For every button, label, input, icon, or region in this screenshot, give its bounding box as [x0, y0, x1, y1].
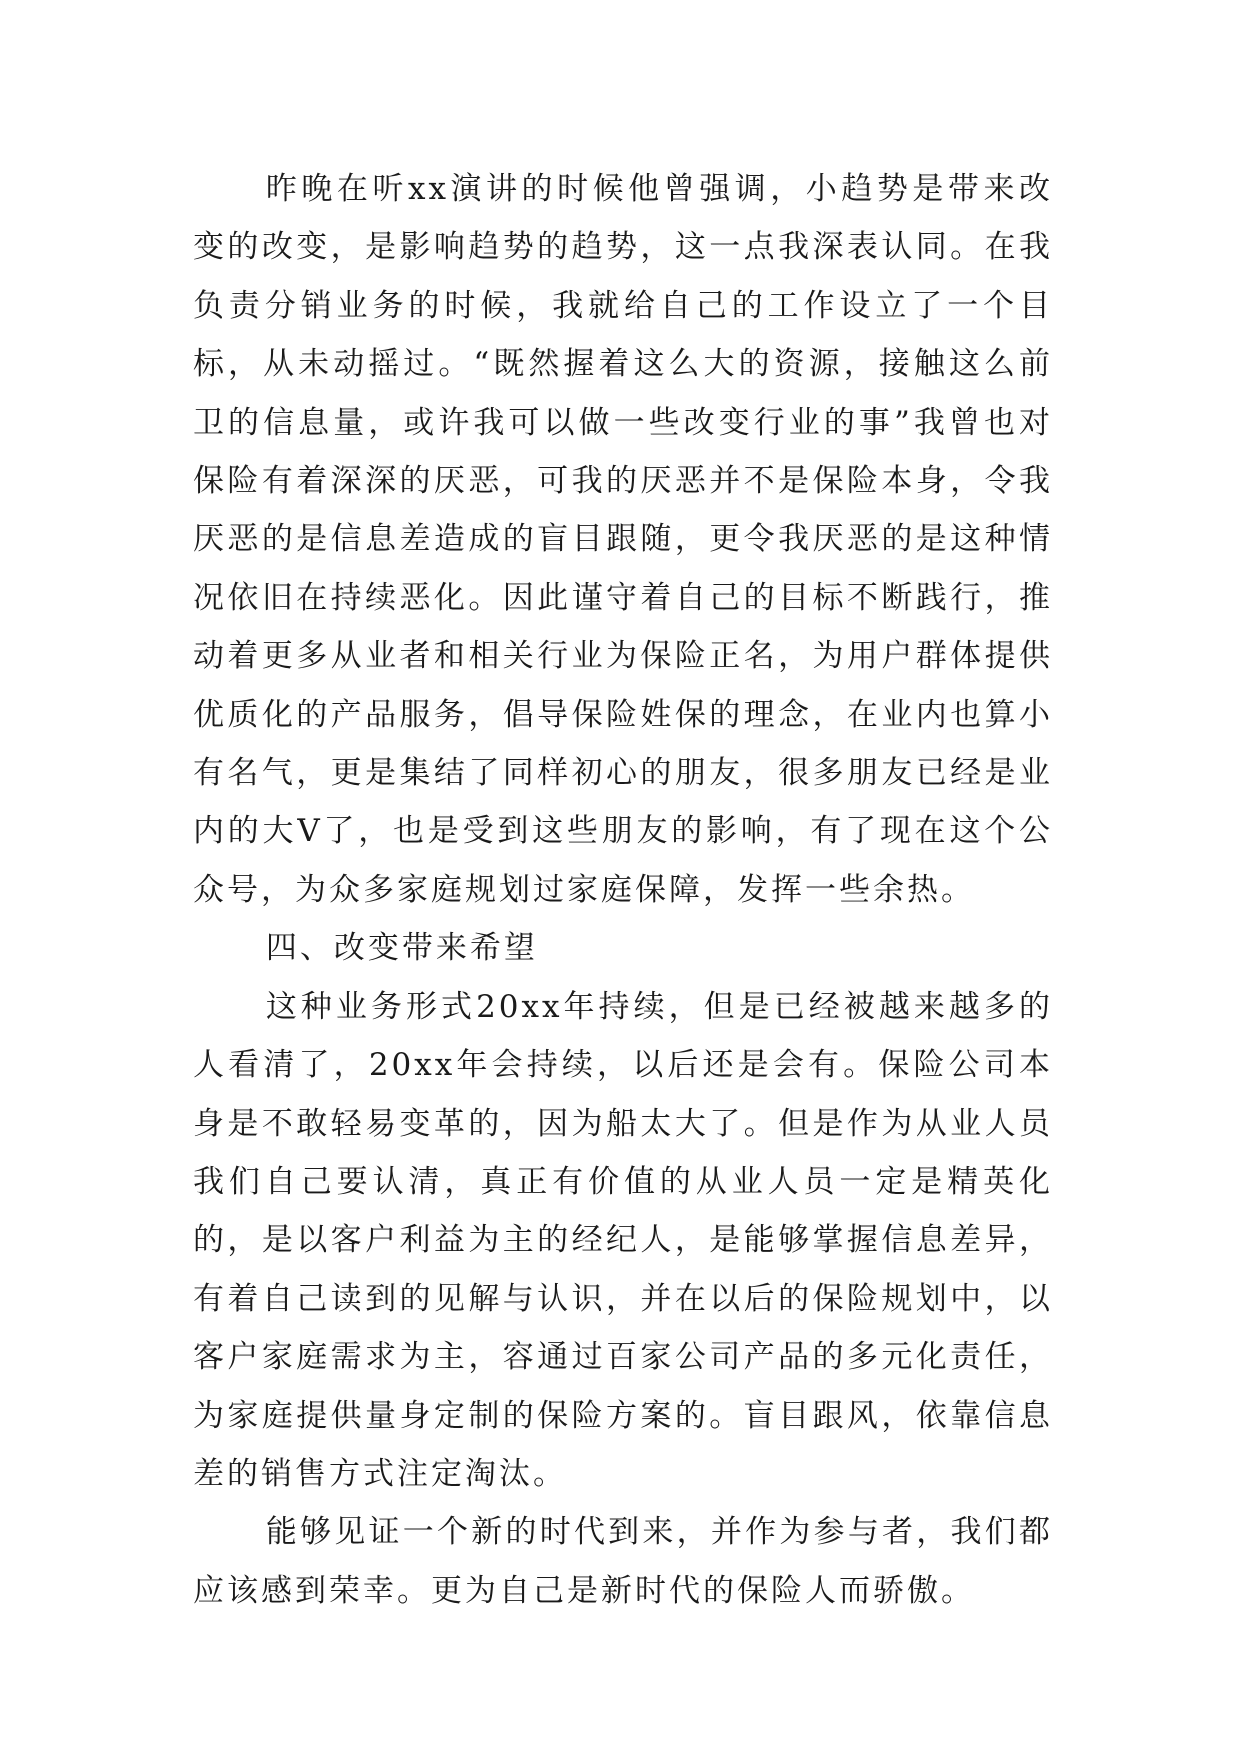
section-heading-change-brings-hope: 四、改变带来希望	[265, 930, 538, 967]
document-body	[193, 160, 1053, 1620]
paragraph-industry-outlook: 这种业务形式20xx年持续，但是已经被越来越多的人看清了，20xx年会持续，以后还是会有。保险公司本身是不敢轻易变革的，因为船太大了。但是作为从业人员我们自己要认清，真正有价值的从业人员一定是精英化的，是以客户利益为主的经纪人，是能够掌握信息差异，有着自己读到的见解与认识，并在以后的保险规划中，以客户家庭需求为主，容通过百家公司产品的多元化责任，为家庭提供量身定制的保险方案的。盲目跟风，依靠信息差的销售方式注定淘汰。	[193, 988, 1053, 1492]
paragraph-distribution-goal: 昨晚在听xx演讲的时候他曾强调，小趋势是带来改变的改变，是影响趋势的趋势，这一点我深表认同。在我负责分销业务的时候，我就给自己的工作设立了一个目标，从未动摇过。“既然握着这么大的资源，接触这么前卫的信息量，或许我可以做一些改变行业的事”我曾也对保险有着深深的厌恶，可我的厌恶并不是保险本身，令我厌恶的是信息差造成的盲目跟随，更令我厌恶的是这种情况依旧在持续恶化。因此谨守着自己的目标不断践行，推动着更多从业者和相关行业为保险正名，为用户群体提供优质化的产品服务，倡导保险姓保的理念，在业内也算小有名气，更是集结了同样初心的朋友，很多朋友已经是业内的大V了，也是受到这些朋友的影响，有了现在这个公众号，为众多家庭规划过家庭保障，发挥一些余热。	[193, 171, 1053, 908]
paragraph-conclusion: 能够见证一个新的时代到来，并作为参与者，我们都应该感到荣幸。更为自己是新时代的保险人而骄傲。	[193, 1514, 1053, 1609]
